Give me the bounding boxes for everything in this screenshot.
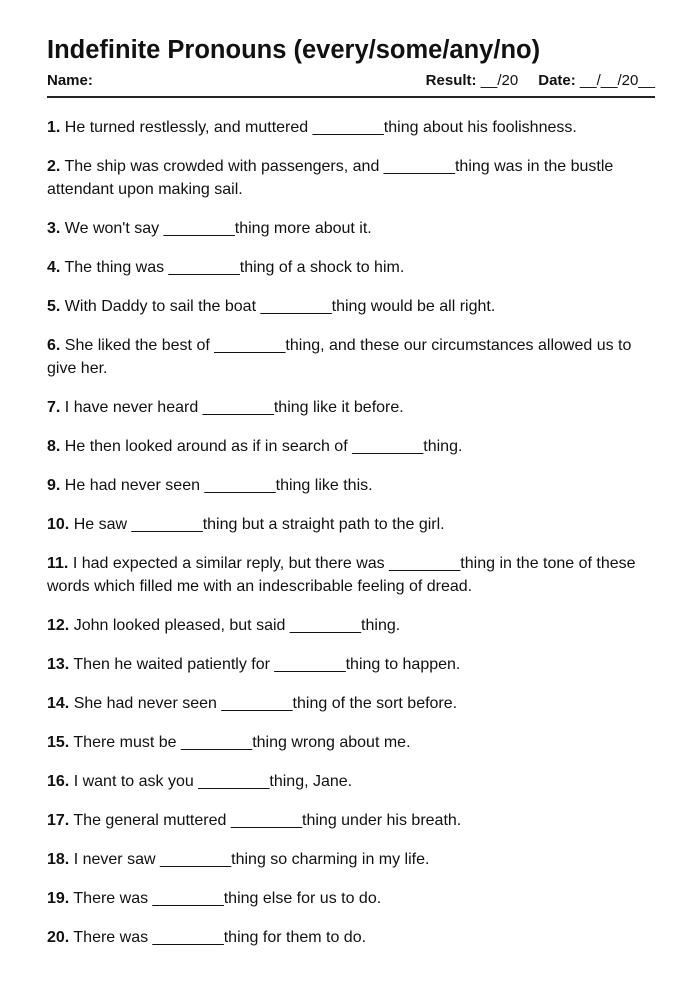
question-text: He then looked around as if in search of ________thing. — [64, 438, 463, 455]
question-item — [47, 731, 655, 754]
question-item — [47, 887, 655, 910]
question-number: 14. — [47, 695, 70, 712]
question-item — [47, 295, 655, 318]
question-number: 4. — [47, 259, 61, 276]
header-info-row — [47, 71, 655, 98]
question-number: 18. — [47, 851, 70, 868]
question-number: 8. — [47, 438, 61, 455]
question-item — [47, 692, 655, 715]
question-number: 6. — [47, 337, 61, 354]
question-text: The ship was crowded with passengers, and ________thing was in the bustle attendant upon making sail. — [47, 158, 614, 198]
question-number: 16. — [47, 773, 70, 790]
question-item — [47, 653, 655, 676]
question-text: Then he waited patiently for ________thing to happen. — [73, 656, 461, 673]
question-number: 10. — [47, 516, 70, 533]
question-text: She liked the best of ________thing, and these our circumstances allowed us to give her. — [47, 337, 632, 377]
question-number: 9. — [47, 477, 61, 494]
question-text: He had never seen ________thing like this. — [64, 477, 373, 494]
question-text: I have never heard ________thing like it before. — [64, 399, 404, 416]
worksheet-title: Indefinite Pronouns (every/some/any/no) — [47, 36, 541, 64]
question-item — [47, 474, 655, 497]
question-item — [47, 848, 655, 871]
question-item — [47, 513, 655, 536]
question-item — [47, 155, 655, 201]
result-label: Result: — [425, 72, 477, 89]
question-text: There was ________thing for them to do. — [73, 929, 367, 946]
question-number: 1. — [47, 119, 61, 136]
question-item — [47, 809, 655, 832]
score-date-group — [426, 71, 655, 91]
result-value: __/20 — [480, 72, 519, 89]
question-text: With Daddy to sail the boat ________thing would be all right. — [64, 298, 496, 315]
question-number: 3. — [47, 220, 61, 237]
question-number: 2. — [47, 158, 61, 175]
question-text: I want to ask you ________thing, Jane. — [73, 773, 353, 790]
question-text: There was ________thing else for us to do. — [73, 890, 382, 907]
question-number: 11. — [47, 555, 69, 572]
question-item — [47, 614, 655, 637]
worksheet — [47, 32, 655, 965]
name-label: Name: — [47, 72, 93, 89]
question-item — [47, 926, 655, 949]
question-item — [47, 435, 655, 458]
question-number: 17. — [47, 812, 70, 829]
question-text: The general muttered ________thing under his breath. — [73, 812, 462, 829]
date-field — [538, 71, 655, 91]
question-text: He turned restlessly, and muttered ________thing about his foolishness. — [64, 119, 577, 136]
question-text: I had expected a similar reply, but there was ________thing in the tone of these words which filled me with an indescribable feeling of dread. — [47, 555, 636, 595]
question-item — [47, 770, 655, 793]
question-number: 7. — [47, 399, 61, 416]
question-item — [47, 396, 655, 419]
question-item — [47, 334, 655, 380]
question-item — [47, 217, 655, 240]
question-item — [47, 552, 655, 598]
question-number: 20. — [47, 929, 70, 946]
question-number: 13. — [47, 656, 70, 673]
question-item — [47, 256, 655, 279]
date-value: __/__/20__ — [579, 72, 655, 89]
question-number: 19. — [47, 890, 70, 907]
question-text: The thing was ________thing of a shock to him. — [64, 259, 405, 276]
question-number: 15. — [47, 734, 70, 751]
result-field — [426, 71, 519, 91]
question-item — [47, 116, 655, 139]
question-text: We won't say ________thing more about it. — [64, 220, 372, 237]
question-text: He saw ________thing but a straight path to the girl. — [73, 516, 445, 533]
question-list — [47, 116, 655, 949]
date-label: Date: — [538, 72, 576, 89]
question-text: John looked pleased, but said ________thing. — [73, 617, 401, 634]
question-number: 5. — [47, 298, 61, 315]
question-text: She had never seen ________thing of the sort before. — [73, 695, 458, 712]
question-text: There must be ________thing wrong about me. — [73, 734, 411, 751]
question-text: I never saw ________thing so charming in my life. — [73, 851, 430, 868]
question-number: 12. — [47, 617, 70, 634]
